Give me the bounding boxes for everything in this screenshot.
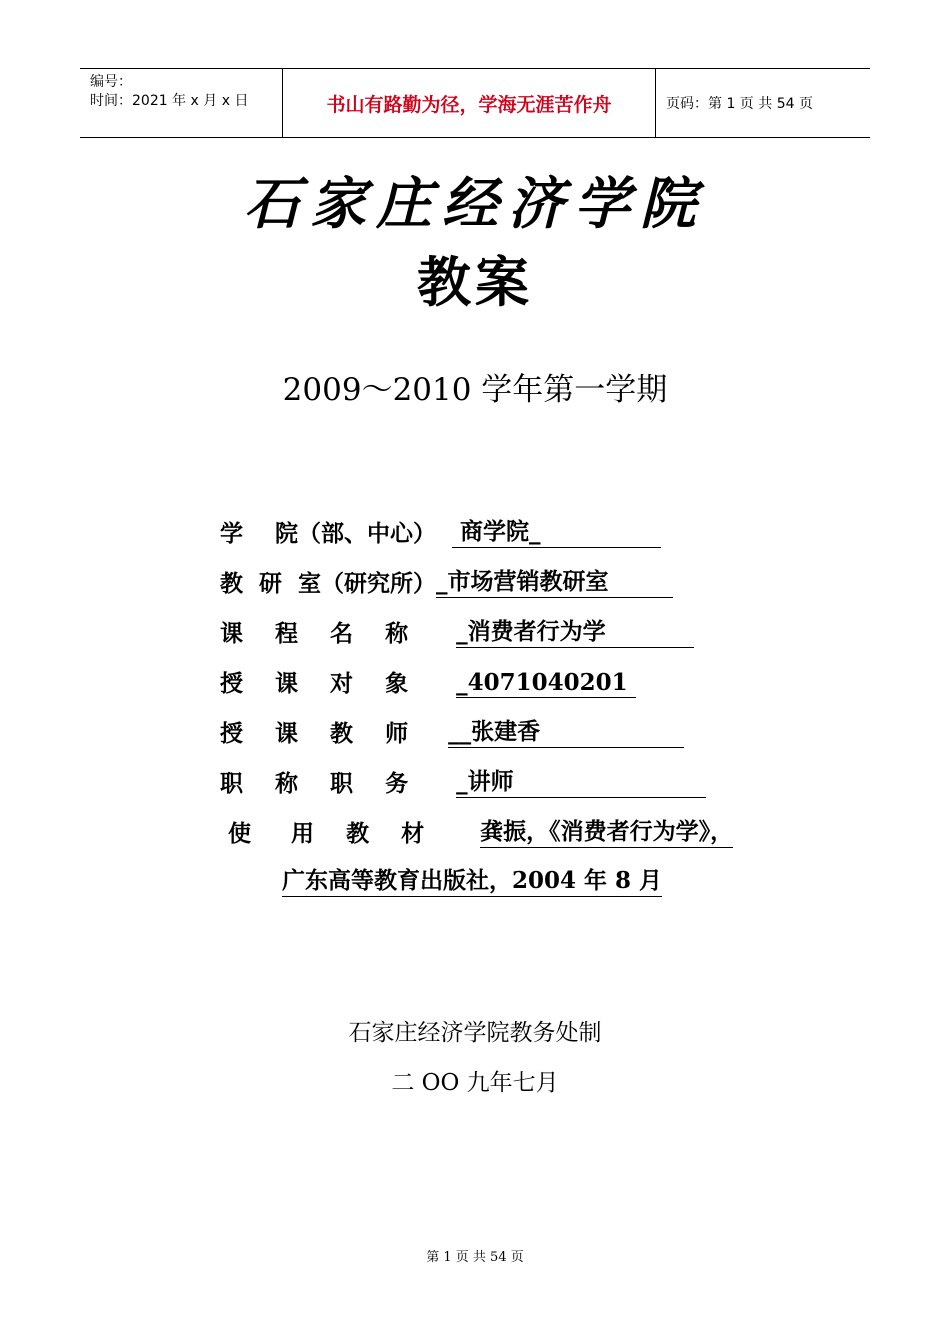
info-label: 授 课 对 象 — [220, 670, 457, 697]
info-value: _讲师 — [456, 763, 706, 798]
document-number-label: 编号： — [90, 74, 132, 90]
textbook-publisher: 广东高等教育出版社，2004 年 8 月 — [282, 862, 662, 897]
info-value: 商学院_ — [452, 513, 661, 548]
info-label: 学 院（部、中心） — [220, 520, 453, 547]
info-row-audience — [220, 664, 636, 698]
info-row-course — [220, 614, 694, 648]
page-footer: 第 1 页 共 54 页 — [426, 1250, 524, 1265]
issuing-office: 石家庄经济学院教务处制 — [348, 1020, 602, 1046]
school-name-title: 石家庄经济学院 — [244, 171, 706, 237]
info-label: 课 程 名 称 — [220, 620, 457, 647]
document-type-title: 教案 — [417, 251, 533, 314]
document-time: 时间：2021 年 x 月 x 日 — [90, 93, 249, 109]
info-label: 教 研 室（研究所） — [220, 570, 437, 597]
info-row-department — [220, 564, 673, 598]
info-label: 使 用 教 材 — [220, 820, 481, 847]
info-value: _市场营销教研室 — [436, 563, 673, 598]
info-label: 职 称 职 务 — [220, 770, 457, 797]
info-value: 龚振，《消费者行为学》， — [480, 813, 733, 848]
info-row-textbook — [220, 814, 733, 848]
info-value: __张建香 — [448, 713, 684, 748]
info-value: _消费者行为学 — [456, 613, 694, 648]
header-meta — [80, 69, 282, 137]
info-row-title — [220, 764, 706, 798]
info-label: 授 课 教 师 — [220, 720, 449, 747]
header-motto: 书山有路勤为径，学海无涯苦作舟 — [282, 69, 656, 137]
info-row-college — [220, 514, 661, 548]
header-page-info: 页码：第 1 页 共 54 页 — [666, 96, 813, 112]
info-row-teacher — [220, 714, 684, 748]
info-value: _4071040201 — [456, 669, 636, 696]
academic-term: 2009～2010 学年第一学期 — [282, 372, 668, 408]
issue-date: 二 OO 九年七月 — [391, 1070, 559, 1096]
document-header — [80, 68, 870, 138]
